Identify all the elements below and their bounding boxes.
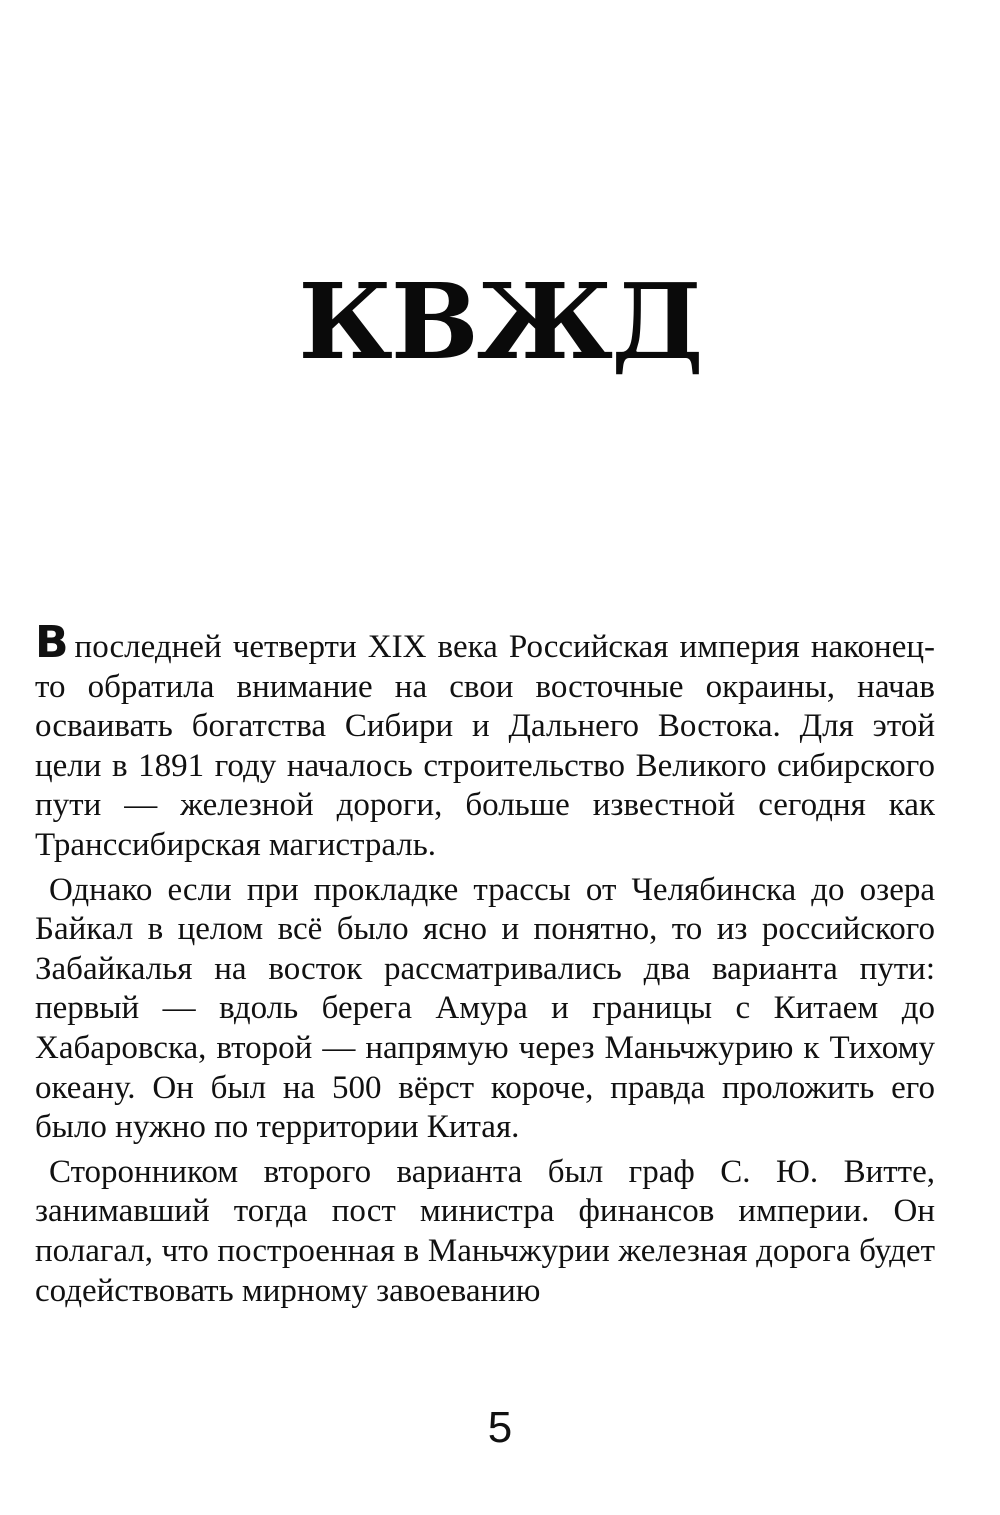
paragraph-1 [35, 617, 935, 866]
page-number: 5 [487, 1403, 513, 1452]
chapter-title: КВЖД [298, 260, 702, 383]
paragraph-2: Однако если при прокладке трассы от Челябинска до озера Байкал в целом всё было ясно и понятно, то из российского Забайкалья на восток рассматривались два варианта пути: первый — вдоль берега Амура и границы с Китаем до Хабаровска, второй — напрямую через Маньчжурию к Тихому океану. Он был на 500 вёрст короче, правда проложить его было нужно по территории Китая. [35, 871, 935, 1146]
paragraph-1-text: последней четверти XIX века Российская империя наконец-то обратила внимание на свои восточные окраины, начав осваивать богатства Сибири и Дальнего Востока. Для этой цели в 1891 году началось строительство Великого сибирского пути — железной дороги, больше известной сегодня как Транссибирская магистраль. [35, 629, 935, 863]
body-text [35, 617, 935, 1316]
paragraph-3: Сторонником второго варианта был граф С. Ю. Витте, занимавший тогда пост министра финансов империи. Он полагал, что построенная в Маньчжурии железная дорога будет содействовать мирному завоеванию [35, 1153, 935, 1309]
drop-cap: В [35, 617, 69, 668]
